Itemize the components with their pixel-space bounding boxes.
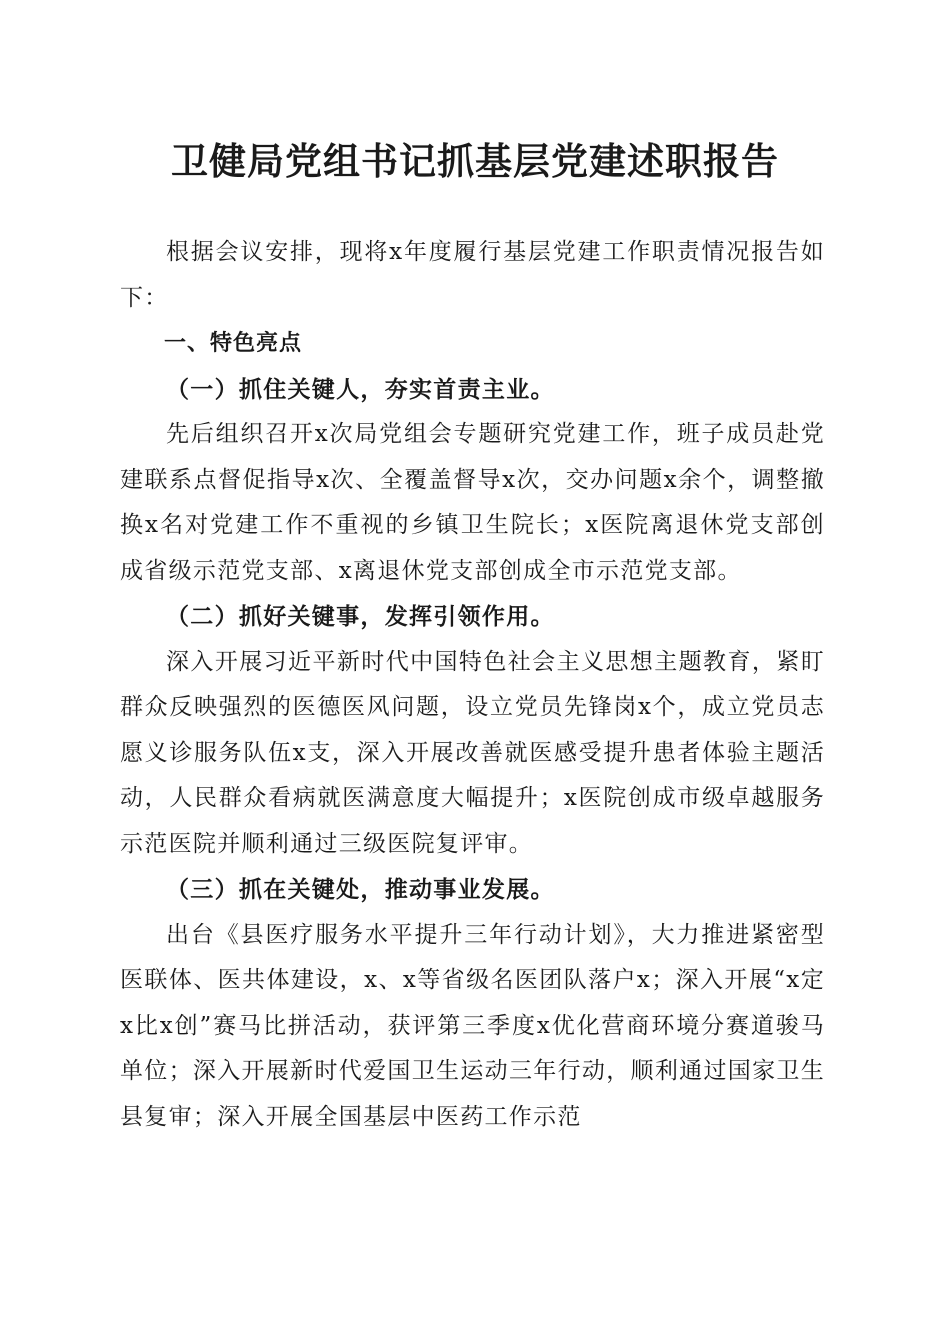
section-heading-highlights: 一、特色亮点	[164, 331, 303, 356]
subsection-heading-2: （二）抓好关键事，发挥引领作用。	[166, 603, 555, 630]
document-body	[120, 230, 825, 1140]
subsection-heading-1: （一）抓住关键人，夯实首责主业。	[166, 375, 555, 403]
intro-paragraph: 根据会议安排，现将x年度履行基层党建工作职责情况报告如下：	[120, 239, 825, 311]
subsection-heading-3: （三）抓在关键处，推动事业发展。	[166, 876, 555, 903]
subsection-paragraph-2: 深入开展习近平新时代中国特色社会主义思想主题教育，紧盯群众反映强烈的医德医风问题，设立党员先锋岗x个，成立党员志愿义诊服务队伍x支，深入开展改善就医感受提升患者体验主题活动，人民群众看病就医满意度大幅提升；x医院创成市级卓越服务示范医院并顺利通过三级医院复评审。	[120, 648, 825, 857]
subsection-paragraph-3: 出台《县医疗服务水平提升三年行动计划》，大力推进紧密型医联体、医共体建设，x、x等省级名医团队落户x；深入开展“x定x比x创”赛马比拼活动，获评第三季度x优化营商环境分赛道骏马单位；深入开展新时代爱国卫生运动三年行动，顺利通过国家卫生县复审；深入开展全国基层中医药工作示范	[120, 921, 825, 1130]
document-title: 卫健局党组书记抓基层党建述职报告	[171, 139, 779, 183]
subsection-paragraph-1: 先后组织召开x次局党组会专题研究党建工作，班子成员赴党建联系点督促指导x次、全覆盖督导x次，交办问题x余个，调整撤换x名对党建工作不重视的乡镇卫生院长；x医院离退休党支部创成省级示范党支部、x离退休党支部创成全市示范党支部。	[120, 421, 825, 584]
